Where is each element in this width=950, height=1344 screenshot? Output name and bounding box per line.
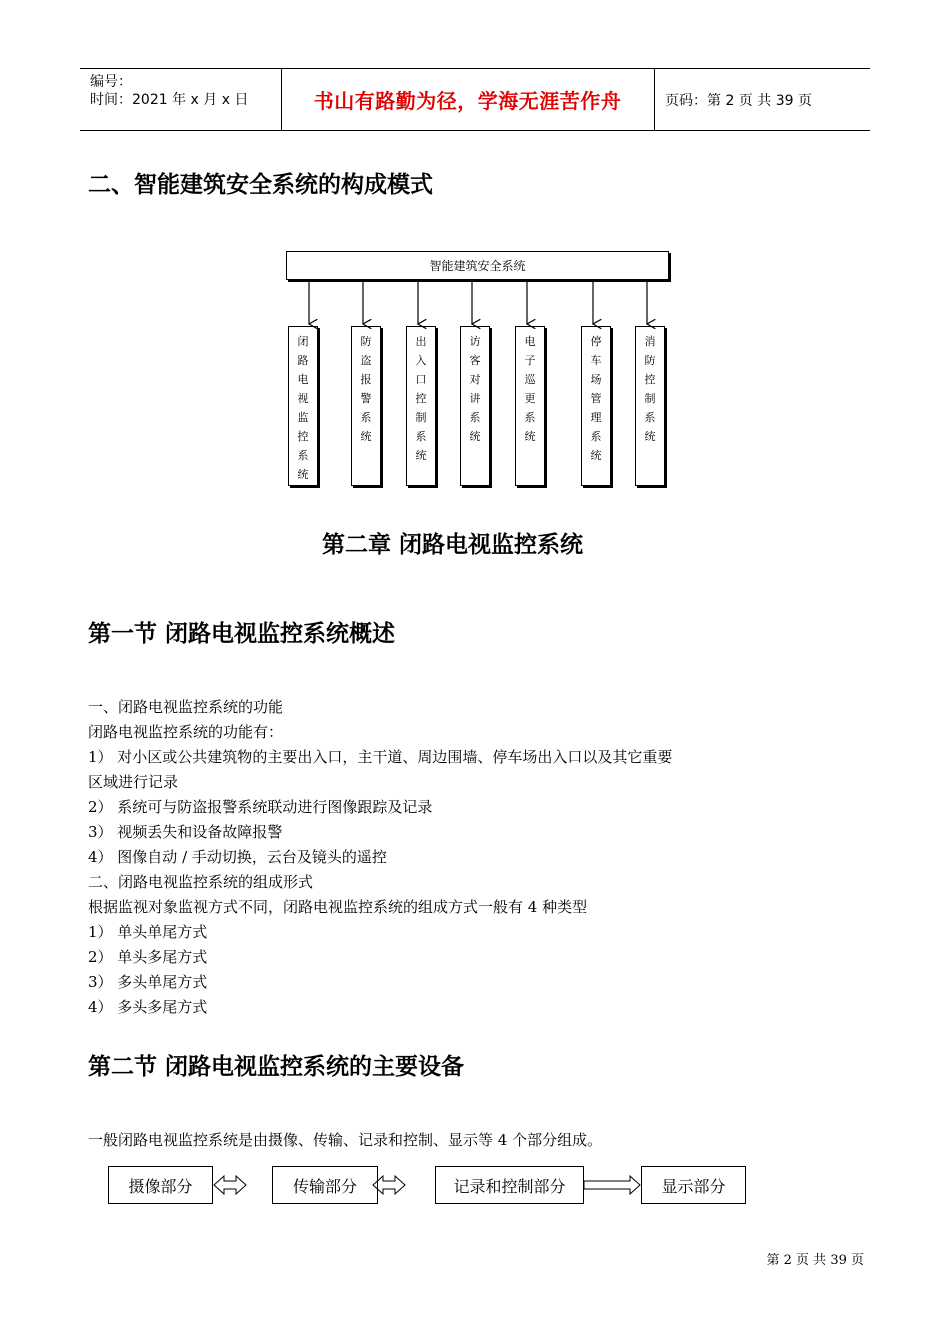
org-box-char: 防 — [360, 335, 372, 348]
org-box-patrol — [515, 326, 545, 486]
org-box-char: 讲 — [469, 392, 481, 405]
header-number: 编号： — [90, 74, 132, 90]
org-box-char: 统 — [469, 430, 481, 443]
org-box-char: 子 — [524, 354, 536, 367]
org-box-char: 统 — [524, 430, 536, 443]
header-motto-cell — [281, 69, 655, 130]
org-box-char: 路 — [297, 354, 309, 367]
org-box-char: 管 — [590, 392, 602, 405]
flow-box-display: 显示部分 — [641, 1166, 746, 1204]
body-line: 3） 视频丢失和设备故障报警 — [88, 823, 283, 841]
section2-title: 第二节 闭路电视监控系统的主要设备 — [88, 1054, 465, 1080]
org-box-char: 统 — [360, 430, 372, 443]
section2-intro: 一般闭路电视监控系统是由摄像、传输、记录和控制、显示等 4 个部分组成。 — [88, 1131, 603, 1149]
body-line: 区域进行记录 — [88, 773, 179, 791]
org-box-char: 口 — [415, 373, 427, 386]
org-box-char: 盗 — [360, 354, 372, 367]
org-box-fire-control — [635, 326, 665, 486]
org-box-char: 控 — [415, 392, 427, 405]
org-box-char: 系 — [469, 411, 481, 424]
org-box-visitor-intercom — [460, 326, 490, 486]
org-box-char: 防 — [644, 354, 656, 367]
header-page-cell — [655, 69, 870, 130]
header-time: 时间：2021 年 x 月 x 日 — [90, 92, 249, 108]
org-box-char: 访 — [469, 335, 481, 348]
org-box-char: 制 — [415, 411, 427, 424]
org-box-char: 系 — [415, 430, 427, 443]
org-box-char: 入 — [415, 354, 427, 367]
org-box-char: 出 — [415, 335, 427, 348]
chapter-title: 第二章 闭路电视监控系统 — [322, 532, 584, 558]
org-box-parking — [581, 326, 611, 486]
body-line: 1） 单头单尾方式 — [88, 923, 208, 941]
org-box-char: 停 — [590, 335, 602, 348]
section1-title: 第一节 闭路电视监控系统概述 — [88, 621, 396, 647]
body-line: 2） 单头多尾方式 — [88, 948, 208, 966]
org-box-char: 控 — [644, 373, 656, 386]
flow-box-transmission: 传输部分 — [272, 1166, 378, 1204]
single-arrow-3 — [584, 1176, 640, 1194]
page-header — [80, 68, 870, 131]
org-box-char: 统 — [415, 449, 427, 462]
org-box-char: 闭 — [297, 335, 309, 348]
org-box-char: 控 — [297, 430, 309, 443]
section-title: 二、智能建筑安全系统的构成模式 — [88, 172, 433, 198]
org-box-char: 系 — [360, 411, 372, 424]
org-box-cctv — [288, 326, 318, 486]
org-box-access-control — [406, 326, 436, 486]
org-box-burglar-alarm — [351, 326, 381, 486]
flow-box-camera: 摄像部分 — [108, 1166, 213, 1204]
org-chart — [280, 248, 675, 493]
page-footer: 第 2 页 共 39 页 — [766, 1253, 864, 1268]
flow-box-record-control: 记录和控制部分 — [435, 1166, 584, 1204]
body-line: 1） 对小区或公共建筑物的主要出入口，主干道、周边围墙、停车场出入口以及其它重要 — [88, 748, 673, 766]
org-box-char: 系 — [524, 411, 536, 424]
org-box-char: 视 — [297, 392, 309, 405]
body-line: 2） 系统可与防盗报警系统联动进行图像跟踪及记录 — [88, 798, 433, 816]
org-box-char: 警 — [360, 392, 372, 405]
org-box-char: 场 — [590, 373, 602, 386]
org-box-char: 系 — [590, 430, 602, 443]
body-line: 3） 多头单尾方式 — [88, 973, 208, 991]
org-box-char: 监 — [297, 411, 309, 424]
body-line: 4） 图像自动 / 手动切换，云台及镜头的遥控 — [88, 848, 387, 866]
header-left-cell — [80, 69, 282, 130]
org-box-char: 系 — [644, 411, 656, 424]
header-page-info: 页码：第 2 页 共 39 页 — [665, 92, 812, 109]
org-box-char: 系 — [297, 449, 309, 462]
org-box-char: 制 — [644, 392, 656, 405]
org-box-char: 客 — [469, 354, 481, 367]
body-line: 闭路电视监控系统的功能有： — [88, 723, 284, 741]
org-box-char: 报 — [360, 373, 372, 386]
org-box-char: 对 — [469, 373, 481, 386]
org-box-char: 车 — [590, 354, 602, 367]
component-flow — [108, 1166, 758, 1208]
body-line: 二、闭路电视监控系统的组成形式 — [88, 873, 314, 891]
org-root-box: 智能建筑安全系统 — [286, 251, 669, 280]
org-box-char: 电 — [297, 373, 309, 386]
body-line: 根据监视对象监视方式不同，闭路电视监控系统的组成方式一般有 4 种类型 — [88, 898, 588, 916]
org-box-char: 更 — [524, 392, 536, 405]
org-box-char: 统 — [590, 449, 602, 462]
header-motto: 书山有路勤为径，学海无涯苦作舟 — [313, 89, 622, 113]
org-box-char: 理 — [590, 411, 602, 424]
double-arrow-1 — [214, 1176, 246, 1194]
org-box-char: 消 — [644, 335, 656, 348]
body-line: 4） 多头多尾方式 — [88, 998, 208, 1016]
org-box-char: 电 — [524, 335, 536, 348]
org-box-char: 统 — [644, 430, 656, 443]
org-box-char: 巡 — [524, 373, 536, 386]
org-box-char: 统 — [297, 468, 309, 481]
body-line: 一、闭路电视监控系统的功能 — [88, 698, 284, 716]
